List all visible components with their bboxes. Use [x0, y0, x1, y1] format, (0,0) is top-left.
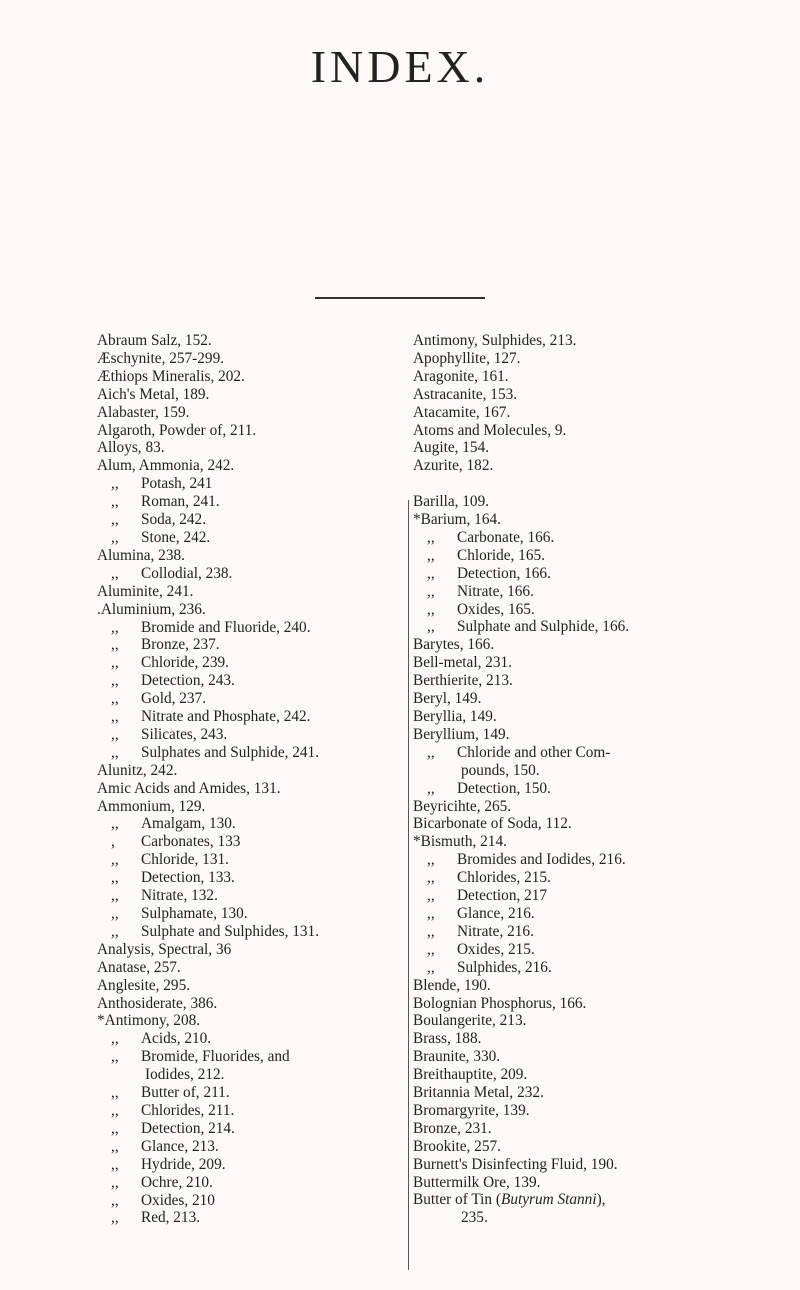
entry-text: Æschynite, 257-299. [97, 349, 225, 367]
index-entry [413, 708, 733, 726]
index-subentry [413, 547, 733, 565]
index-entry [413, 511, 733, 529]
entry-text: Chloride and other Com- [457, 743, 611, 761]
index-subentry [97, 654, 409, 672]
index-entry [413, 654, 733, 672]
entry-text: Bromargyrite, 139. [413, 1101, 530, 1119]
index-subentry [97, 1030, 409, 1048]
ditto-mark: ,, [427, 851, 435, 869]
entry-text: Silicates, 243. [141, 725, 228, 743]
entry-text: Chlorides, 215. [457, 869, 551, 887]
index-entry [413, 386, 733, 404]
entry-text: Aragonite, 161. [413, 367, 509, 385]
entry-text: Apophyllite, 127. [413, 349, 521, 367]
entry-text: Detection, 217 [457, 887, 548, 905]
ditto-mark: ,, [427, 582, 435, 600]
entry-text: Amic Acids and Amides, 131. [97, 779, 281, 797]
entry-text: *Barium, 164. [413, 511, 501, 529]
index-entry [413, 726, 733, 744]
ditto-mark: ,, [111, 851, 119, 869]
index-subentry [97, 815, 409, 833]
ditto-mark: ,, [111, 887, 119, 905]
index-entry [97, 439, 409, 457]
index-column-right [413, 332, 733, 1227]
index-subentry [413, 905, 733, 923]
entry-text: Bromides and Iodides, 216. [457, 851, 626, 869]
index-subentry [413, 618, 733, 636]
index-subentry [97, 1138, 409, 1156]
index-subentry [97, 475, 409, 493]
index-entry [97, 404, 409, 422]
index-subentry [413, 744, 733, 762]
index-subentry [413, 780, 733, 798]
index-subentry [97, 1120, 409, 1138]
entry-text: Bicarbonate of Soda, 112. [413, 815, 572, 833]
index-entry [413, 1084, 733, 1102]
index-entry [413, 422, 733, 440]
ditto-mark: ,, [111, 708, 119, 726]
index-subentry [97, 1192, 409, 1210]
index-continuation [413, 1209, 733, 1227]
entry-text: Sulphate and Sulphide, 166. [457, 618, 630, 636]
column-divider [408, 500, 409, 1270]
index-subentry [413, 529, 733, 547]
index-entry [97, 457, 409, 475]
index-entry [97, 583, 409, 601]
entry-text: Detection, 214. [141, 1119, 235, 1137]
entry-text: Bronze, 237. [141, 636, 220, 654]
ditto-mark: ,, [111, 1173, 119, 1191]
entry-text: Sulphamate, 130. [141, 905, 248, 922]
entry-text: Nitrate, 166. [457, 582, 534, 600]
ditto-mark: ,, [111, 1084, 119, 1102]
entry-text: .Aluminium, 236. [97, 600, 206, 618]
index-subentry [413, 923, 733, 941]
entry-text: Aich's Metal, 189. [97, 385, 210, 403]
index-entry [97, 780, 409, 798]
index-subentry [97, 869, 409, 887]
ditto-mark: ,, [427, 869, 435, 887]
index-entry [97, 547, 409, 565]
entry-text: Augite, 154. [413, 439, 490, 457]
entry-text: Carbonate, 166. [457, 528, 555, 546]
index-entry [413, 1174, 733, 1192]
ditto-mark: ,, [427, 564, 435, 582]
entry-text: Oxides, 165. [457, 600, 535, 618]
entry-text: Brookite, 257. [413, 1137, 501, 1155]
ditto-mark: ,, [111, 654, 119, 672]
entry-text: Glance, 213. [141, 1137, 219, 1155]
ditto-mark: ,, [111, 618, 119, 636]
entry-text: Chloride, 131. [141, 851, 229, 869]
index-subentry [97, 636, 409, 654]
index-entry [97, 386, 409, 404]
entry-text: Anatase, 257. [97, 958, 181, 976]
index-entry [413, 350, 733, 368]
entry-text: Collodial, 238. [141, 564, 233, 582]
entry-text: Æthiops Mineralis, 202. [97, 367, 245, 385]
entry-text: Hydride, 209. [141, 1155, 226, 1173]
index-continuation [413, 762, 733, 780]
entry-text: Burnett's Disinfecting Fluid, 190. [413, 1155, 618, 1173]
ditto-mark: ,, [111, 493, 119, 511]
index-entry [413, 332, 733, 350]
entry-text: Chlorides, 211. [141, 1101, 235, 1119]
entry-text: Braunite, 330. [413, 1048, 501, 1066]
entry-text: Berthierite, 213. [413, 672, 513, 690]
index-entry [413, 1030, 733, 1048]
entry-text: Bromide and Fluoride, 240. [141, 618, 311, 636]
entry-text: Chloride, 165. [457, 546, 545, 564]
index-subentry [97, 887, 409, 905]
ditto-mark: ,, [427, 940, 435, 958]
entry-text: Roman, 241. [141, 493, 220, 511]
entry-text: Sulphates and Sulphide, 241. [141, 743, 320, 761]
index-entry [97, 422, 409, 440]
entry-text: Nitrate, 216. [457, 922, 534, 940]
index-entry [413, 995, 733, 1013]
ditto-mark: ,, [111, 922, 119, 940]
entry-text: Butter of, 211. [141, 1084, 230, 1102]
entry-text: Aluminite, 241. [97, 582, 194, 600]
title-rule [315, 297, 485, 299]
ditto-mark: ,, [427, 600, 435, 618]
index-entry [413, 457, 733, 475]
index-entry [413, 798, 733, 816]
entry-text: Stone, 242. [141, 528, 211, 546]
index-entry [413, 1191, 733, 1209]
entry-text: Soda, 242. [141, 511, 207, 529]
ditto-mark: ,, [427, 904, 435, 922]
entry-text: Red, 213. [141, 1209, 201, 1227]
index-subentry [97, 708, 409, 726]
index-entry [413, 439, 733, 457]
entry-text: Alum, Ammonia, 242. [97, 457, 235, 475]
index-entry [413, 977, 733, 995]
entry-text: Detection, 133. [141, 869, 235, 887]
index-subentry [97, 1102, 409, 1120]
index-entry [413, 1156, 733, 1174]
index-entry [97, 959, 409, 977]
entry-text: Analysis, Spectral, 36 [97, 940, 232, 958]
entry-text: Detection, 243. [141, 672, 235, 690]
ditto-mark: ,, [111, 869, 119, 887]
entry-text: Azurite, 182. [413, 457, 494, 475]
entry-text: Atacamite, 167. [413, 403, 511, 421]
index-entry [413, 1138, 733, 1156]
ditto-mark: ,, [111, 1191, 119, 1209]
index-subentry [413, 565, 733, 583]
entry-text: Britannia Metal, 232. [413, 1084, 544, 1102]
entry-text: Sulphate and Sulphides, 131. [141, 922, 320, 940]
entry-text: Nitrate, 132. [141, 887, 218, 905]
index-subentry [413, 601, 733, 619]
ditto-mark: ,, [111, 1209, 119, 1227]
index-subentry [97, 923, 409, 941]
index-subentry [413, 941, 733, 959]
index-subentry [97, 1156, 409, 1174]
entry-text: Barilla, 109. [413, 493, 490, 511]
entry-text: Anglesite, 295. [97, 976, 191, 994]
ditto-mark: ,, [111, 1030, 119, 1048]
index-entry [97, 368, 409, 386]
entry-text: Nitrate and Phosphate, 242. [141, 708, 311, 726]
index-entry [97, 350, 409, 368]
index-subentry [97, 690, 409, 708]
entry-text: Blende, 190. [413, 976, 491, 994]
index-entry [97, 1012, 409, 1030]
entry-text: *Bismuth, 214. [413, 833, 507, 851]
index-entry [413, 1102, 733, 1120]
index-subentry [413, 583, 733, 601]
index-subentry [413, 869, 733, 887]
entry-text: Beyricihte, 265. [413, 797, 512, 815]
index-subentry [97, 672, 409, 690]
index-subentry [413, 851, 733, 869]
index-subentry [97, 619, 409, 637]
entry-text: Alunitz, 242. [97, 761, 178, 779]
entry-text: Beryl, 149. [413, 690, 482, 708]
entry-text: Glance, 216. [457, 904, 535, 922]
index-entry [413, 690, 733, 708]
entry-text: 235. [461, 1209, 488, 1227]
entry-text: Acids, 210. [141, 1030, 212, 1048]
index-subentry [97, 1174, 409, 1192]
ditto-mark: ,, [111, 1155, 119, 1173]
entry-text: Boulangerite, 213. [413, 1012, 527, 1030]
index-subentry [97, 1084, 409, 1102]
index-subentry [97, 565, 409, 583]
index-subentry [413, 887, 733, 905]
ditto-mark: ,, [111, 690, 119, 708]
index-entry [97, 762, 409, 780]
entry-text: Detection, 150. [457, 779, 551, 797]
entry-text: Chloride, 239. [141, 654, 229, 672]
ditto-mark: ,, [111, 1048, 119, 1066]
ditto-mark: ,, [111, 528, 119, 546]
entry-text: Amalgam, 130. [141, 815, 236, 833]
ditto-mark: ,, [111, 725, 119, 743]
index-entry [413, 815, 733, 833]
ditto-mark: ,, [427, 779, 435, 797]
entry-text: Antimony, Sulphides, 213. [413, 332, 577, 349]
entry-text: *Antimony, 208. [97, 1012, 201, 1030]
ditto-mark: ,, [111, 564, 119, 582]
index-entry [413, 833, 733, 851]
entry-text: Carbonates, 133 [141, 833, 241, 851]
entry-text: Ammonium, 129. [97, 797, 206, 815]
entry-text: Astracanite, 153. [413, 385, 518, 403]
entry-text: Beryllium, 149. [413, 725, 510, 743]
entry-text: Oxides, 215. [457, 940, 535, 958]
index-subentry [97, 905, 409, 923]
entry-text: Bell-metal, 231. [413, 654, 512, 672]
entry-text: Abraum Salz, 152. [97, 332, 212, 349]
index-entry [413, 493, 733, 511]
entry-text: Beryllia, 149. [413, 708, 497, 726]
ditto-mark: ,, [111, 636, 119, 654]
ditto-mark: ,, [111, 511, 119, 529]
entry-text: Breithauptite, 209. [413, 1066, 528, 1084]
index-entry [413, 1012, 733, 1030]
ditto-mark: ,, [427, 528, 435, 546]
entry-text: Alumina, 238. [97, 546, 185, 564]
entry-text: Oxides, 210 [141, 1191, 215, 1209]
index-subentry [97, 1209, 409, 1227]
ditto-mark: ,, [111, 905, 119, 922]
entry-italic-text: Butyrum Stanni [500, 1191, 597, 1209]
index-subentry [97, 1048, 409, 1066]
section-gap [413, 475, 733, 493]
index-entry [97, 601, 409, 619]
entry-text: Brass, 188. [413, 1030, 482, 1048]
index-entry [97, 941, 409, 959]
index-subentry [97, 744, 409, 762]
index-entry [97, 332, 409, 350]
index-entry [413, 1066, 733, 1084]
entry-text: Algaroth, Powder of, 211. [97, 421, 257, 439]
ditto-mark: ,, [111, 1119, 119, 1137]
ditto-mark: ,, [111, 1137, 119, 1155]
entry-text: Detection, 166. [457, 564, 551, 582]
page-title: INDEX. [310, 41, 490, 92]
entry-text: Barytes, 166. [413, 636, 495, 654]
index-subentry [97, 726, 409, 744]
entry-text: Alloys, 83. [97, 439, 165, 457]
index-subentry [97, 833, 409, 851]
index-entry [97, 977, 409, 995]
ditto-mark: ,, [427, 546, 435, 564]
index-subentry [413, 959, 733, 977]
entry-text: Buttermilk Ore, 139. [413, 1173, 541, 1191]
ditto-mark: ,, [111, 1101, 119, 1119]
entry-text: Butter of Tin ( [413, 1191, 501, 1209]
entry-text: Anthosiderate, 386. [97, 994, 218, 1012]
index-continuation [97, 1066, 409, 1084]
ditto-mark: ,, [111, 815, 119, 833]
entry-text: pounds, 150. [461, 761, 540, 779]
index-entry [413, 1048, 733, 1066]
ditto-mark: ,, [427, 618, 435, 636]
entry-text: Sulphides, 216. [457, 958, 552, 976]
index-subentry [97, 851, 409, 869]
ditto-mark: ,, [111, 475, 119, 493]
entry-text: Bronze, 231. [413, 1119, 492, 1137]
ditto-mark: ,, [111, 743, 119, 761]
index-entry [97, 798, 409, 816]
entry-text: Ochre, 210. [141, 1173, 213, 1191]
ditto-mark: ,, [427, 887, 435, 905]
entry-text: Gold, 237. [141, 690, 207, 708]
index-entry [413, 672, 733, 690]
entry-text: Atoms and Molecules, 9. [413, 421, 567, 439]
index-entry [413, 368, 733, 386]
entry-text: Iodides, 212. [145, 1066, 225, 1084]
entry-trailing-text: ), [596, 1191, 606, 1209]
index-subentry [97, 493, 409, 511]
index-entry [413, 404, 733, 422]
index-entry [97, 995, 409, 1013]
entry-text: Potash, 241 [141, 475, 213, 493]
ditto-mark: ,, [427, 958, 435, 976]
ditto-mark: ,, [427, 743, 435, 761]
ditto-mark: , [111, 833, 115, 851]
entry-text: Alabaster, 159. [97, 403, 190, 421]
index-subentry [97, 511, 409, 529]
index-entry [413, 636, 733, 654]
index-subentry [97, 529, 409, 547]
entry-text: Bromide, Fluorides, and [141, 1048, 290, 1066]
entry-text: Bolognian Phosphorus, 166. [413, 994, 587, 1012]
ditto-mark: ,, [111, 672, 119, 690]
ditto-mark: ,, [427, 922, 435, 940]
index-column-left [97, 332, 409, 1227]
index-entry [413, 1120, 733, 1138]
